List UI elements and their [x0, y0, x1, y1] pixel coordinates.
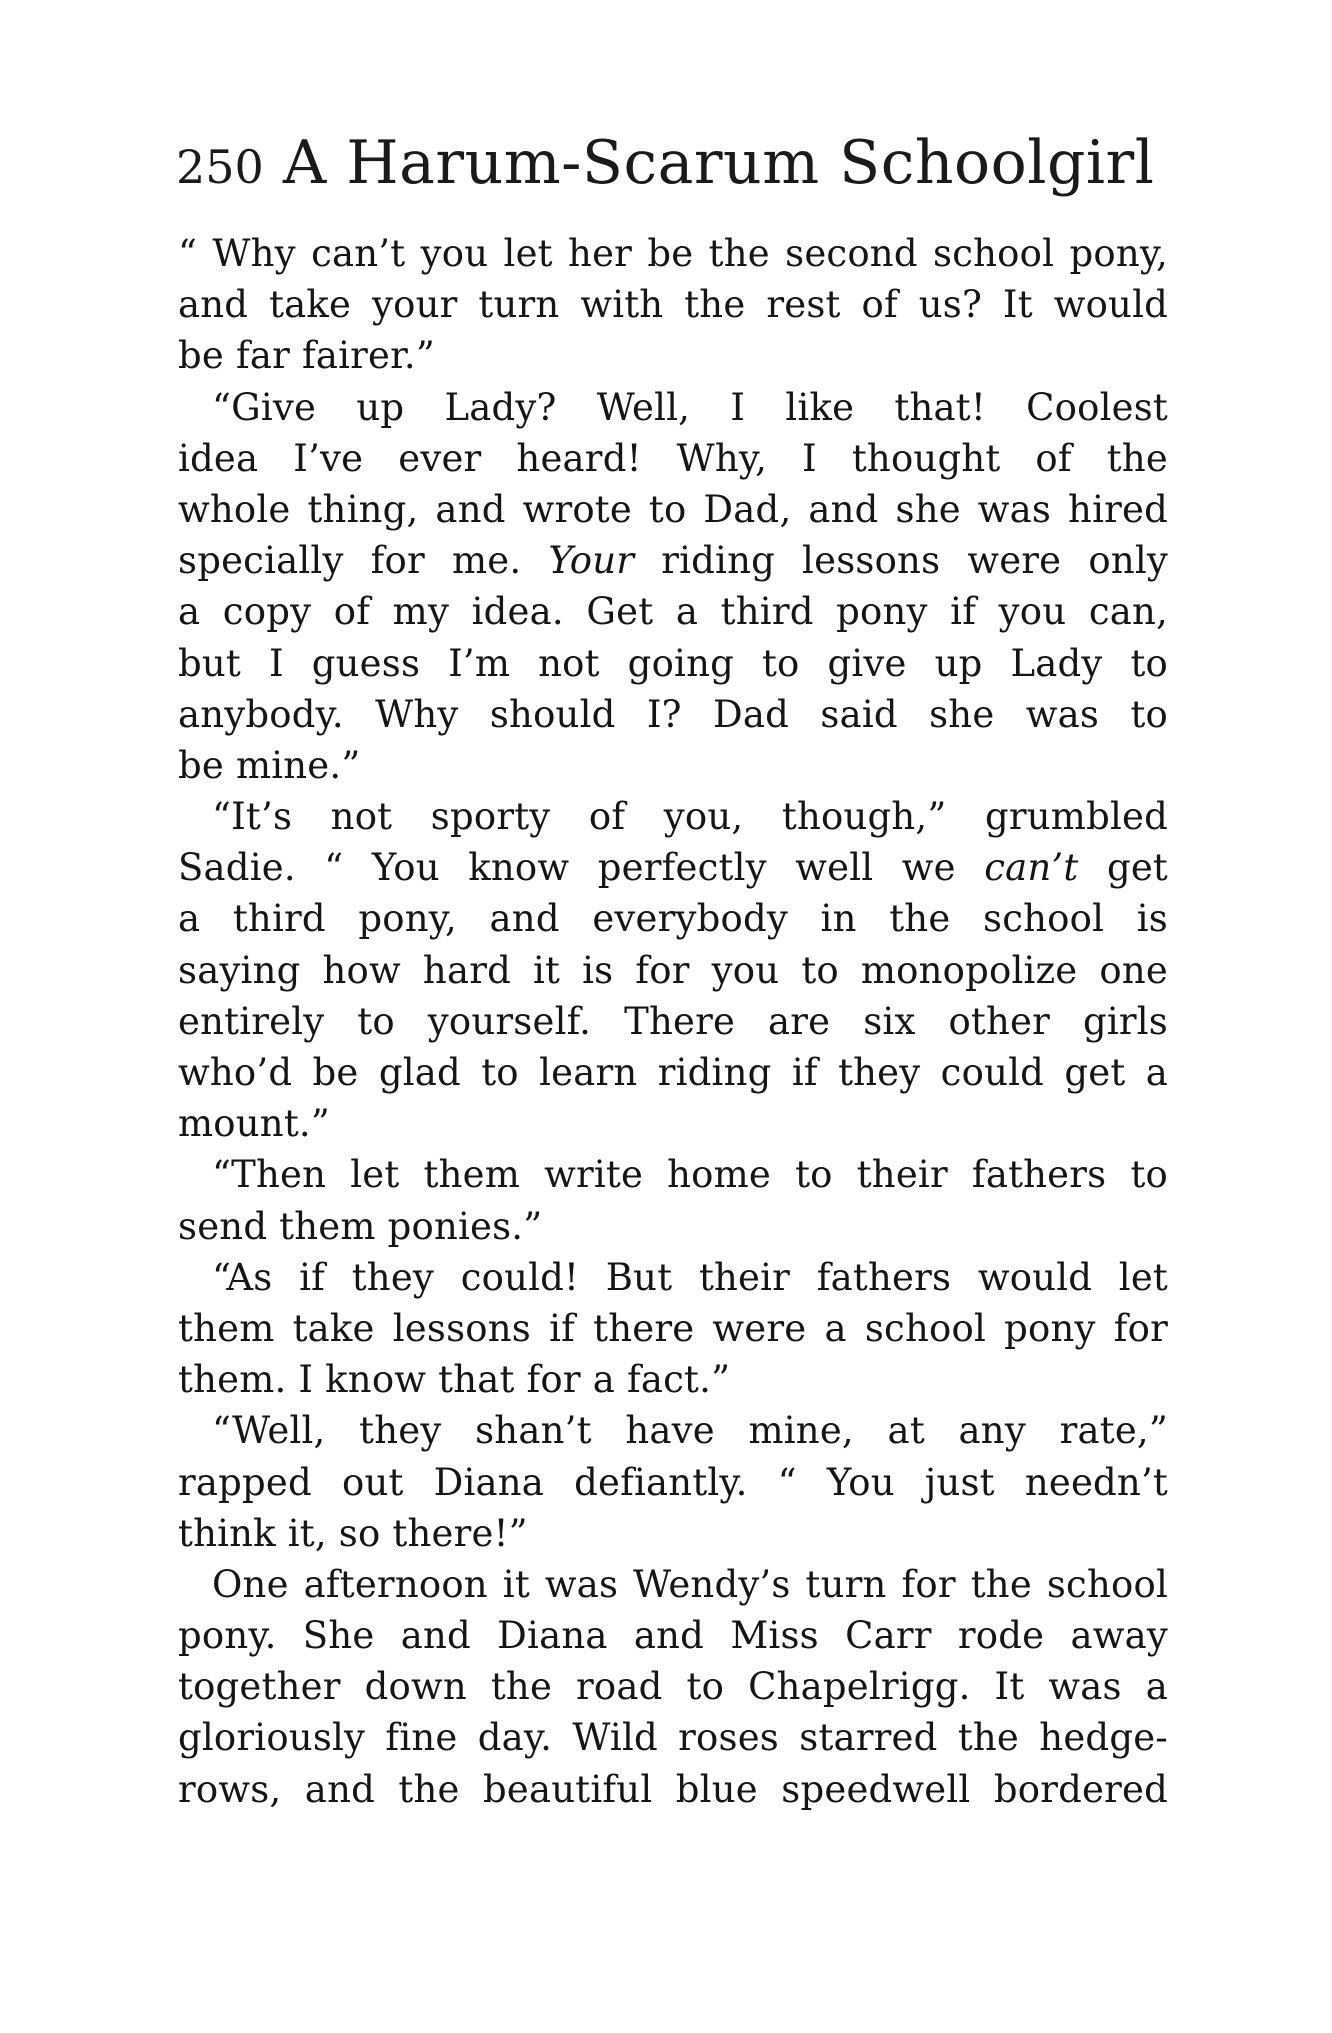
text-line: whole thing, and wrote to Dad, and she was hired — [178, 487, 1168, 531]
text-line: idea I’ve ever heard! Why, I thought of the — [178, 436, 1168, 480]
text-line: rapped out Diana defiantly. “ You just needn’t — [178, 1460, 1168, 1504]
text-line: them. I know that for a fact.” — [178, 1358, 731, 1402]
text-line: gloriously fine day. Wild roses starred the hedge- — [178, 1716, 1168, 1760]
text-line: pony. She and Diana and Miss Carr rode away — [178, 1614, 1168, 1658]
text-line: One afternoon it was Wendy’s turn for the school — [212, 1562, 1168, 1606]
text-line: “Give up Lady? Well, I like that! Coolest — [212, 385, 1168, 429]
text-line: “ Why can’t you let her be the second school pony, — [178, 232, 1168, 275]
text-line: a third pony, and everybody in the school is — [178, 897, 1168, 941]
text-line: a copy of my idea. Get a third pony if you can, — [178, 590, 1168, 634]
text-line: saying how hard it is for you to monopolize one — [178, 948, 1168, 992]
text-line: and take your turn with the rest of us? It would — [178, 283, 1168, 327]
text-line: “As if they could! But their fathers would let — [212, 1255, 1168, 1299]
book-title: A Harum-Scarum Schoolgirl — [282, 128, 1155, 198]
text-line: entirely to yourself. There are six other girls — [178, 999, 1168, 1043]
text-line: Sadie. “ You know perfectly well we can’t get — [178, 846, 1169, 890]
text-line: be far fairer.” — [178, 334, 436, 378]
text-line: rows, and the beautiful blue speedwell bordered — [178, 1767, 1168, 1811]
text-line: who’d be glad to learn riding if they could get a — [178, 1051, 1168, 1094]
text-line: “Well, they shan’t have mine, at any rate,” — [212, 1409, 1168, 1453]
text-line: “Then let them write home to their fathers to — [212, 1153, 1168, 1197]
page-number: 250 — [176, 140, 264, 194]
text-line: be mine.” — [178, 743, 361, 787]
body-text — [178, 228, 1168, 1815]
text-line: specially for me. Your riding lessons were only — [178, 539, 1168, 583]
text-line: send them ponies.” — [178, 1204, 543, 1248]
text-line: “It’s not sporty of you, though,” grumbled — [212, 795, 1168, 839]
text-line: them take lessons if there were a school pony for — [178, 1306, 1168, 1350]
italic-word: can’t — [984, 846, 1079, 890]
text-line: but I guess I’m not going to give up Lady to — [178, 641, 1168, 685]
text-line: think it, so there!” — [178, 1511, 528, 1555]
text-line: mount.” — [178, 1102, 330, 1146]
running-head — [176, 128, 1176, 208]
text-line: anybody. Why should I? Dad said she was to — [178, 692, 1168, 736]
text-line: together down the road to Chapelrigg. It was a — [178, 1665, 1168, 1709]
italic-word: Your — [548, 539, 635, 583]
